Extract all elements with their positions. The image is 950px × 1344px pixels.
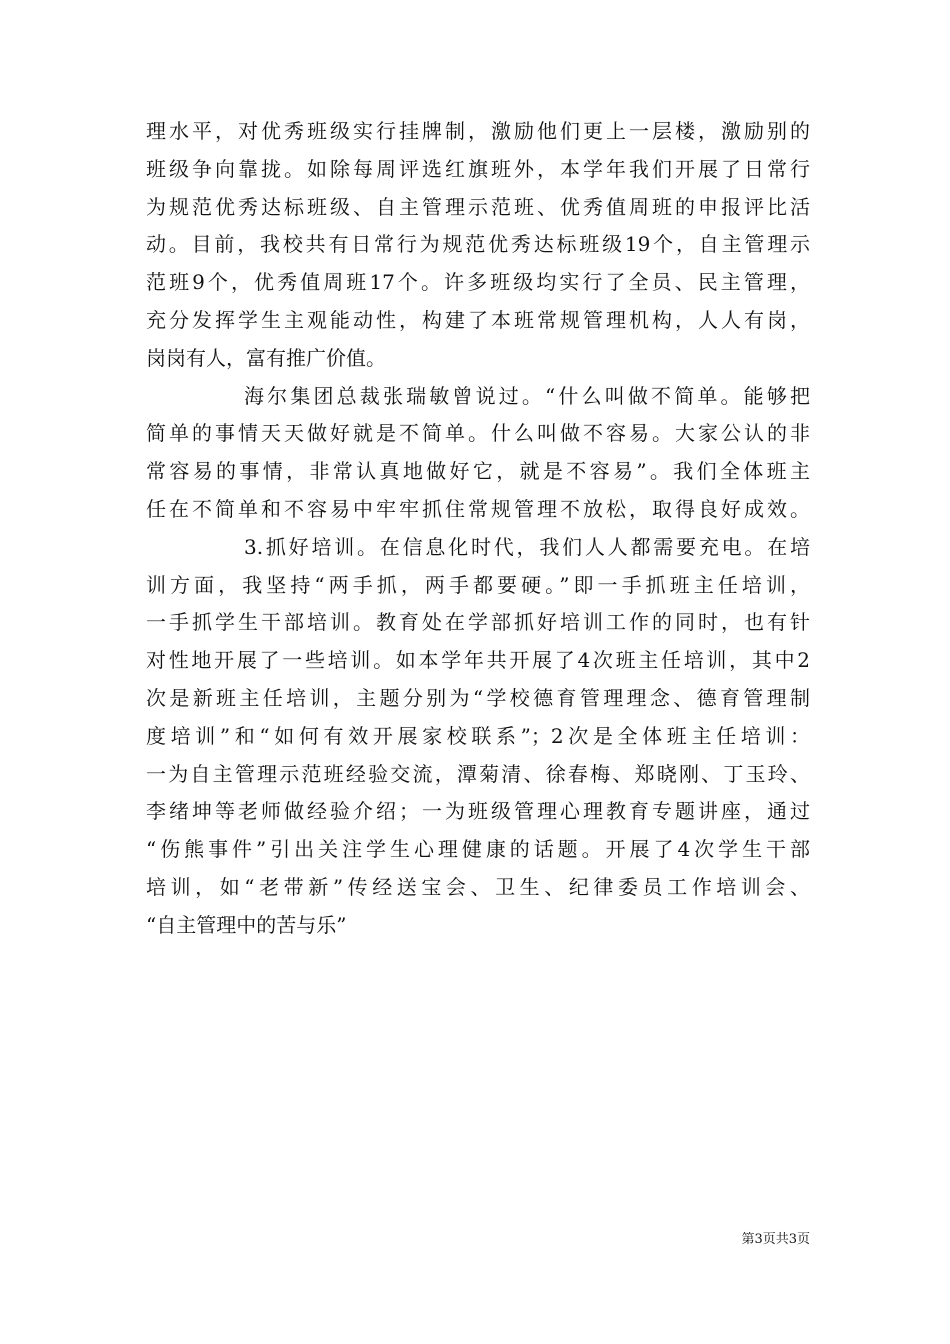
text-line: 对性地开展了一些培训。如本学年共开展了4次班主任培训，其中2 <box>146 648 810 673</box>
text-line: 任在不简单和不容易中牢牢抓住常规管理不放松，取得良好成效。 <box>146 496 810 521</box>
text-line: 李绪坤等老师做经验介绍；一为班级管理心理教育专题讲座，通过 <box>146 799 810 824</box>
paragraph-2 <box>146 378 810 529</box>
text-line: 一为自主管理示范班经验交流，潭菊清、徐春梅、郑晓刚、丁玉玲、 <box>146 761 810 786</box>
text-line: “自主管理中的苦与乐” <box>146 912 347 937</box>
text-line: 一手抓学生干部培训。教育处在学部抓好培训工作的同时，也有针 <box>146 610 810 635</box>
text-line: 理水平，对优秀班级实行挂牌制，激励他们更上一层楼，激励别的 <box>146 119 810 143</box>
text-line: 岗岗有人，富有推广价值。 <box>146 345 386 370</box>
text-line: 常容易的事情，非常认真地做好它，就是不容易”。我们全体班主 <box>146 459 810 484</box>
paragraph-1 <box>146 113 810 378</box>
text-line: 训方面，我坚持“两手抓，两手都要硬。”即一手抓班主任培训， <box>146 572 810 597</box>
text-line: 度培训”和“如何有效开展家校联系”；2次是全体班主任培训： <box>146 723 810 748</box>
text-line: 为规范优秀达标班级、自主管理示范班、优秀值周班的申报评比活 <box>146 194 810 219</box>
text-line: 班级争向靠拢。如除每周评选红旗班外，本学年我们开展了日常行 <box>146 156 810 181</box>
page-number-footer: 第3页共3页 <box>741 1232 810 1247</box>
text-line: 动。目前，我校共有日常行为规范优秀达标班级19个，自主管理示 <box>146 232 810 257</box>
text-line: 3.抓好培训。在信息化时代，我们人人都需要充电。在培 <box>244 534 810 559</box>
body-text <box>146 113 810 945</box>
text-line: 培训，如“老带新”传经送宝会、卫生、纪律委员工作培训会、 <box>146 874 810 899</box>
text-line: 简单的事情天天做好就是不简单。什么叫做不容易。大家公认的非 <box>146 421 810 446</box>
text-line: 次是新班主任培训，主题分别为“学校德育管理理念、德育管理制 <box>146 685 810 710</box>
text-line: 充分发挥学生主观能动性，构建了本班常规管理机构，人人有岗， <box>146 307 810 332</box>
text-line: 海尔集团总裁张瑞敏曾说过。“什么叫做不简单。能够把 <box>244 383 810 408</box>
text-line: 范班9个，优秀值周班17个。许多班级均实行了全员、民主管理， <box>146 270 810 295</box>
paragraph-3 <box>146 529 810 945</box>
text-line: “伤熊事件”引出关注学生心理健康的话题。开展了4次学生干部 <box>146 837 810 862</box>
